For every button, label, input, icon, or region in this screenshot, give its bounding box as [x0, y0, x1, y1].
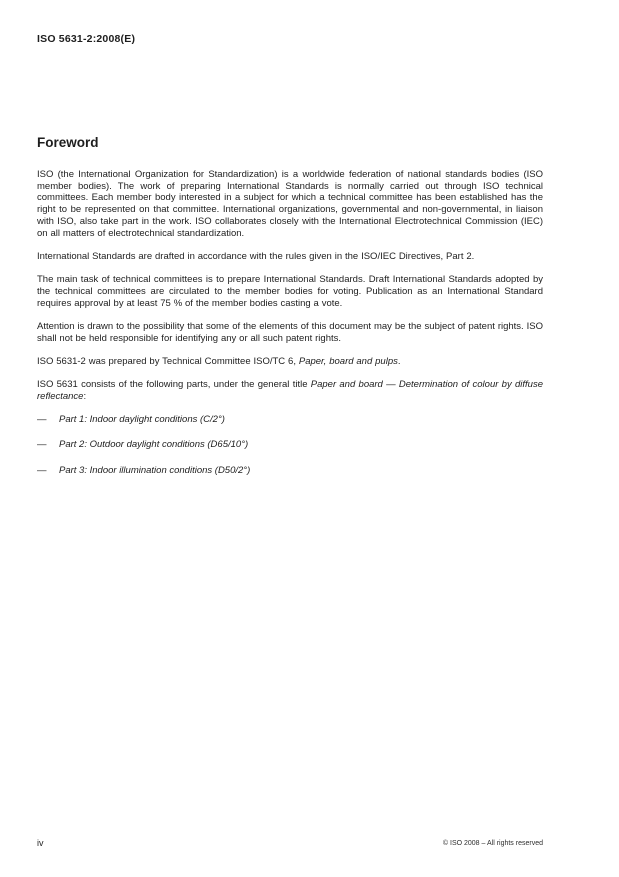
dash-marker: —	[37, 414, 47, 426]
prepared-by-period: .	[397, 355, 401, 367]
dash-marker: —	[37, 464, 47, 476]
foreword-section	[37, 135, 543, 490]
paragraph-prepared-by	[37, 356, 543, 368]
paragraph-directives: International Standards are drafted in accordance with the rules given in the ISO/IEC Directives, Part 2.	[37, 250, 475, 262]
running-header: ISO 5631-2:2008(E)	[37, 33, 136, 45]
part-2-label: Part 2: Outdoor daylight conditions (D65/10°)	[59, 439, 249, 451]
list-item-part-1	[37, 414, 543, 426]
paragraph-main-task: The main task of technical committees is to prepare International Standards. Draft International Standards adopted by the technical committees are circulated to the member bodies for voting. Publication as an International Standard requires approval by at least 75 % of the member bodies casting a vote.	[37, 274, 543, 309]
prepared-by-text: ISO 5631-2 was prepared by Technical Committee ISO/TC 6,	[37, 355, 299, 367]
page-number: iv	[37, 838, 44, 848]
series-general-title-italic: Paper and board — Determination of colour by diffuse reflectance	[37, 379, 543, 402]
series-intro-text: ISO 5631 consists of the following parts, under the general title	[37, 379, 311, 391]
committee-subject-italic: Paper, board and pulps	[298, 355, 398, 367]
paragraph-iso-federation: ISO (the International Organization for Standardization) is a worldwide federation of national standards bodies (ISO member bodies). The work of preparing International Standards is normally carried out through ISO technical committees. Each member body interested in a subject for which a technical committee has been established has the right to be represented on that committee. International organizations, governmental and non-governmental, in liaison with ISO, also take part in the work. ISO collaborates closely with the International Electrotechnical Commission (IEC) on all matters of electrotechnical standardization.	[37, 169, 543, 239]
part-1-label: Part 1: Indoor daylight conditions (C/2°)	[59, 414, 225, 426]
dash-marker: —	[37, 439, 47, 451]
list-item-part-3	[37, 465, 543, 477]
foreword-title: Foreword	[37, 135, 99, 150]
list-item-part-2	[37, 439, 543, 451]
copyright-notice: © ISO 2008 – All rights reserved	[442, 840, 543, 847]
paragraph-patent-rights: Attention is drawn to the possibility that some of the elements of this document may be the subject of patent rights. ISO shall not be held responsible for identifying any or all such patent rights.	[37, 320, 543, 344]
series-intro-colon: :	[83, 390, 87, 402]
part-3-label: Part 3: Indoor illumination conditions (D50/2°)	[59, 464, 251, 476]
paragraph-series-intro	[37, 379, 543, 402]
